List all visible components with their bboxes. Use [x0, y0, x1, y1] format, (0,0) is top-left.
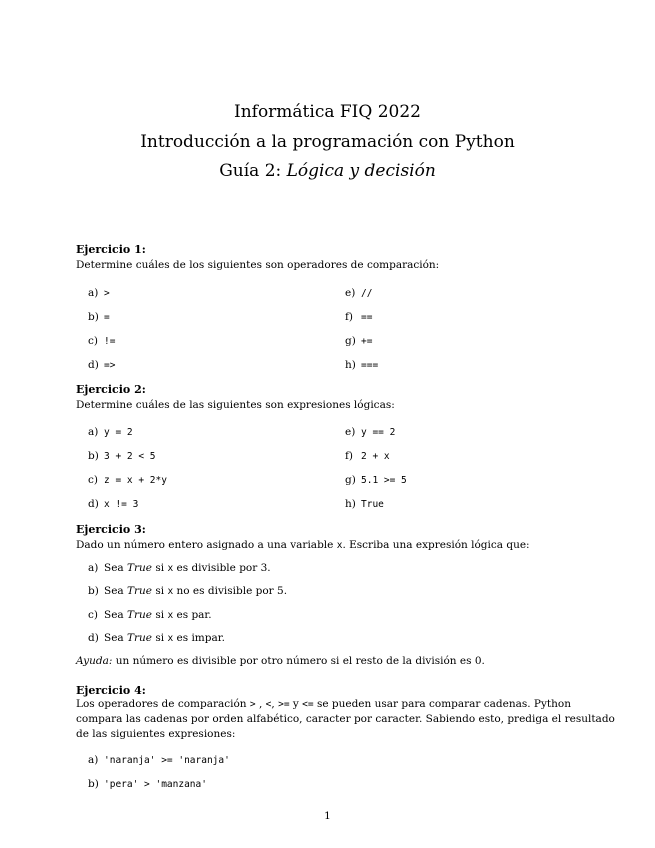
list-item: c) Sea True si x es par.	[88, 609, 212, 621]
list-item: a) Sea True si x es divisible por 3.	[88, 562, 271, 574]
list-item: a) y = 2	[88, 426, 133, 438]
list-item: f) 2 + x	[345, 450, 390, 462]
list-item: h) True	[345, 498, 384, 510]
list-item: f) ==	[345, 311, 373, 323]
ex1-prompt: Determine cuáles de los siguientes son operadores de comparación:	[76, 259, 440, 271]
guide-title: Guía 2: Lógica y decisión	[219, 161, 436, 181]
list-item: a) >	[88, 287, 110, 299]
ex4-heading: Ejercicio 4:	[76, 684, 146, 697]
list-item: b) =	[88, 311, 110, 323]
list-item: b) 3 + 2 < 5	[88, 450, 156, 462]
list-item: c) !=	[88, 335, 116, 347]
ex2-prompt: Determine cuáles de las siguientes son expresiones lógicas:	[76, 399, 395, 411]
doc-subtitle: Introducción a la programación con Python	[140, 132, 515, 152]
list-item: a) 'naranja' >= 'naranja'	[88, 754, 230, 766]
list-item: e) //	[345, 287, 373, 299]
ex3-heading: Ejercicio 3:	[76, 523, 146, 536]
list-item: g) 5.1 >= 5	[345, 474, 407, 486]
list-item: e) y == 2	[345, 426, 396, 438]
list-item: c) z = x + 2*y	[88, 474, 167, 486]
ex4-paragraph-line2: compara las cadenas por orden alfabético, caracter por caracter. Sabiendo esto, prediga el resultado	[76, 713, 615, 725]
ex3-hint: Ayuda: un número es divisible por otro número si el resto de la división es 0.	[76, 655, 485, 667]
list-item: d) =>	[88, 359, 116, 371]
ex4-paragraph-line1: Los operadores de comparación > , <, >= y <= se pueden usar para comparar cadenas. Python	[76, 698, 571, 710]
page-number: 1	[324, 810, 331, 822]
ex1-heading: Ejercicio 1:	[76, 243, 146, 256]
ex3-prompt: Dado un número entero asignado a una variable x. Escriba una expresión lógica que:	[76, 539, 530, 551]
list-item: h) ===	[345, 359, 379, 371]
list-item: g) +=	[345, 335, 373, 347]
list-item: b) Sea True si x no es divisible por 5.	[88, 585, 288, 597]
list-item: d) x != 3	[88, 498, 139, 510]
ex2-heading: Ejercicio 2:	[76, 383, 146, 396]
ex4-paragraph-line3: de las siguientes expresiones:	[76, 728, 236, 740]
list-item: b) 'pera' > 'manzana'	[88, 778, 207, 790]
list-item: d) Sea True si x es impar.	[88, 632, 225, 644]
doc-title: Informática FIQ 2022	[233, 102, 422, 122]
